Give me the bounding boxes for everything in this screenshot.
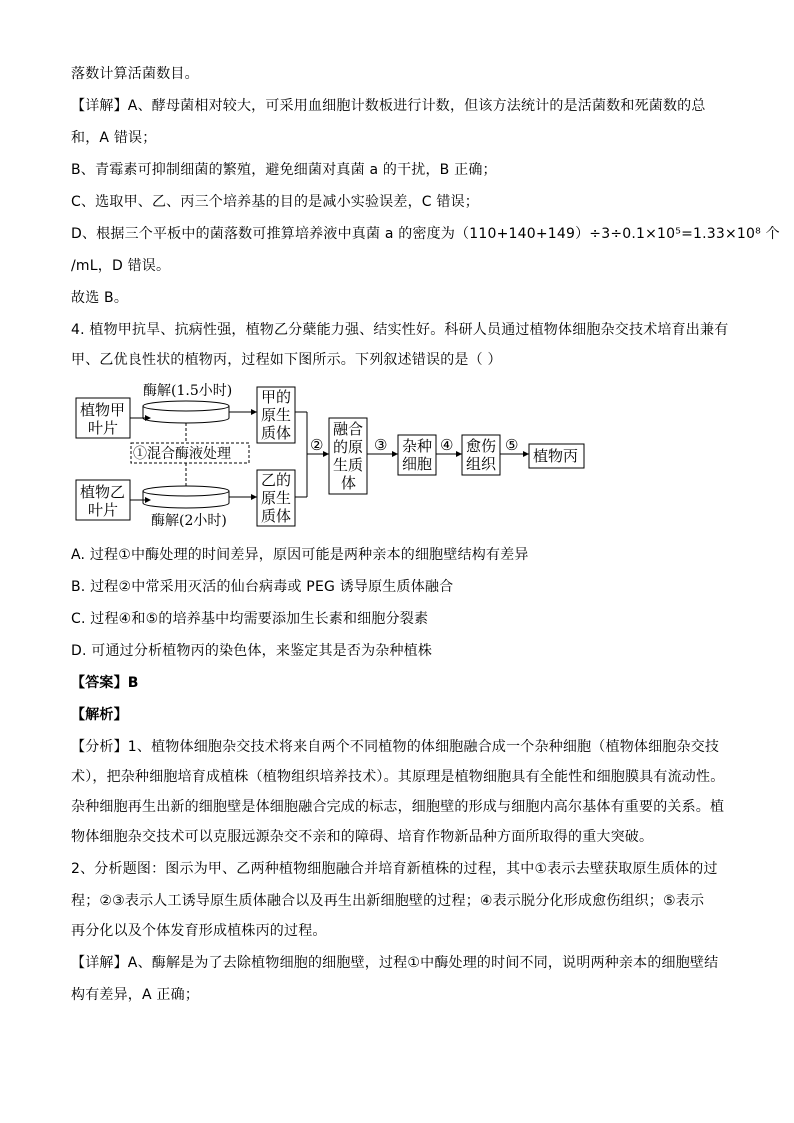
step-4-label: ④ — [440, 436, 454, 454]
answer: 【答案】B — [71, 675, 139, 691]
protoplast-b-line3: 质体 — [261, 507, 292, 525]
plant-b-leaf-line2: 叶片 — [88, 501, 119, 519]
plant-a-leaf-line2: 叶片 — [88, 419, 119, 437]
protoplast-a-line3: 质体 — [261, 424, 292, 442]
step-2-label: ② — [310, 436, 324, 454]
fused-line1: 融合 — [333, 420, 364, 438]
enzyme-bottom-label: 酶解(2小时) — [151, 513, 227, 529]
analysis-line: 物体细胞杂交技术可以克服远源杂交不亲和的障碍、培育作物新品种方面所取得的重大突破。 — [71, 829, 654, 845]
step-5-label: ⑤ — [505, 436, 519, 454]
plant-b-leaf-line1: 植物乙 — [80, 483, 126, 501]
plant-a-leaf-line1: 植物甲 — [80, 401, 126, 419]
plant-c-label: 植物丙 — [533, 447, 579, 465]
text-line: 【详解】A、酵母菌相对较大，可采用血细胞计数板进行计数，但该方法统计的是活菌数和死菌数的总 — [71, 98, 706, 114]
text-line: B、青霉素可抑制细菌的繁殖，避免细菌对真菌 a 的干扰，B 正确； — [71, 162, 497, 178]
protoplast-b-line2: 原生 — [261, 489, 292, 507]
hybrid-line2: 细胞 — [402, 455, 433, 473]
option-d: D. 可通过分析植物丙的染色体，来鉴定其是否为杂种植株 — [71, 643, 433, 659]
callus-line1: 愈伤 — [466, 437, 497, 455]
step-3-label: ③ — [374, 436, 388, 454]
analysis-line: 2、分析题图：图示为甲、乙两种植物细胞融合并培育新植株的过程，其中①表示去壁获取原生质体的过 — [71, 861, 718, 877]
analysis-title: 【解析】 — [71, 707, 128, 723]
analysis-line: 术），把杂种细胞培育成植株（植物组织培养技术）。其原理是植物细胞具有全能性和细胞膜具有流动性。 — [71, 769, 725, 785]
detail-line: 构有差异，A 正确； — [71, 987, 200, 1003]
enzyme-top-label: 酶解(1.5小时) — [143, 383, 233, 399]
question-stem: 甲、乙优良性状的植物丙，过程如下图所示。下列叙述错误的是（ ） — [71, 352, 502, 368]
text-line: 落数计算活菌数目。 — [71, 66, 199, 82]
option-b: B. 过程②中常采用灭活的仙台病毒或 PEG 诱导原生质体融合 — [71, 579, 454, 595]
text-line: D、根据三个平板中的菌落数可推算培养液中真菌 a 的密度为（110+140+149）÷3÷0.1×10⁵=1.33×10⁸ 个 — [71, 226, 780, 242]
fused-line3: 生质 — [333, 456, 364, 474]
analysis-line: 【分析】1、植物体细胞杂交技术将来自两个不同植物的体细胞融合成一个杂种细胞（植物体细胞杂交技 — [71, 739, 720, 755]
detail-line: 【详解】A、酶解是为了去除植物细胞的细胞壁，过程①中酶处理的时间不同，说明两种亲本的细胞壁结 — [71, 955, 719, 971]
text-line: /mL，D 错误。 — [71, 258, 171, 274]
text-line: 故选 B。 — [71, 290, 129, 306]
option-a: A. 过程①中酶处理的时间差异，原因可能是两种亲本的细胞壁结构有差异 — [71, 547, 529, 563]
protoplast-a-line2: 原生 — [261, 406, 292, 424]
process-diagram — [71, 380, 591, 530]
analysis-line: 程；②③表示人工诱导原生质体融合以及再生出新细胞壁的过程；④表示脱分化形成愈伤组织；⑤表示 — [71, 893, 705, 909]
protoplast-b-line1: 乙的 — [261, 471, 292, 489]
analysis-line: 杂种细胞再生出新的细胞壁是体细胞融合完成的标志，细胞壁的形成与细胞内高尔基体有重要的关系。植 — [71, 799, 725, 815]
option-c: C. 过程④和⑤的培养基中均需要添加生长素和细胞分裂素 — [71, 611, 429, 627]
text-line: 和，A 错误； — [71, 130, 157, 146]
question-stem: 4. 植物甲抗旱、抗病性强，植物乙分蘖能力强、结实性好。科研人员通过植物体细胞杂交技术培育出兼有 — [71, 322, 729, 338]
analysis-line: 再分化以及个体发育形成植株丙的过程。 — [71, 923, 327, 939]
fused-line4: 体 — [341, 474, 357, 492]
text-line: C、选取甲、乙、丙三个培养基的目的是减小实验误差，C 错误； — [71, 194, 479, 210]
hybrid-line1: 杂种 — [402, 437, 433, 455]
callus-line2: 组织 — [466, 455, 497, 473]
fused-line2: 的原 — [333, 438, 364, 456]
mix-enzyme-label: ①混合酶液处理 — [133, 446, 231, 462]
protoplast-a-line1: 甲的 — [261, 388, 292, 406]
